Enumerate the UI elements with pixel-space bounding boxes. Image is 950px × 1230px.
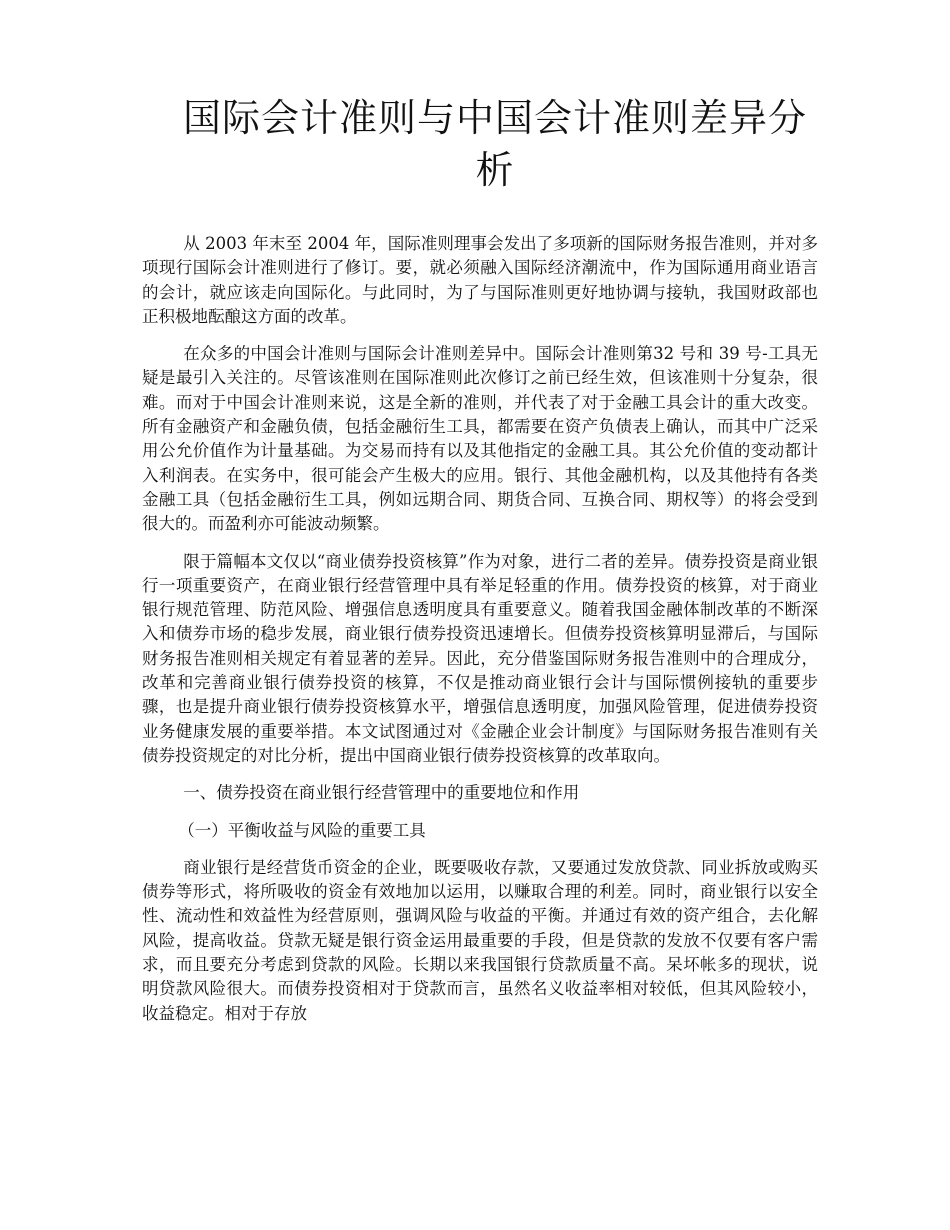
section-heading: 一、债券投资在商业银行经营管理中的重要地位和作用 <box>183 783 580 803</box>
document-title: 国际会计准则与中国会计准则差异分析 <box>182 96 807 192</box>
paragraph-intro: 从 2003 年末至 2004 年，国际准则理事会发出了多项新的国际财务报告准则，并对多项现行国际会计准则进行了修订。要，就必须融入国际经济潮流中，作为国际通用商业语言的会计，就应该走向国际化。与此同时，为了与国际准则更好地协调与接轨，我国财政部也正积极地酝酿这方面的改革。 <box>142 234 818 326</box>
document-body <box>142 232 818 1039</box>
paragraph-standards-difference: 在众多的中国会计准则与国际会计准则差异中。国际会计准则第32 号和 39 号-工具无疑是最引入关注的。尽管该准则在国际准则此次修订之前已经生效，但该准则十分复杂，很难。而对于中国会计准则来说，这是全新的准则，并代表了对于金融工具会计的重大改变。所有金融资产和金融负债，包括金融衍生工具，都需要在资产负债表上确认，而其中广泛采用公允价值作为计量基础。为交易而持有以及其他指定的金融工具。其公允价值的变动都计入利润表。在实务中，很可能会产生极大的应用。银行、其他金融机构，以及其他持有各类金融工具（包括金融衍生工具，例如远期合同、期货合同、互换合同、期权等）的将会受到很大的。而盈利亦可能波动频繁。 <box>142 344 818 534</box>
subsection-heading: （一）平衡收益与风险的重要工具 <box>178 820 426 840</box>
paragraph-bond-investment-scope: 限于篇幅本文仅以“商业债券投资核算”作为对象，进行二者的差异。债券投资是商业银行一项重要资产，在商业银行经营管理中具有举足轻重的作用。债券投资的核算，对于商业银行规范管理、防范风险、增强信息透明度具有重要意义。随着我国金融体制改革的不断深入和债券市场的稳步发展，商业银行债券投资迅速增长。但债券投资核算明显滞后，与国际财务报告准则相关规定有着显著的差异。因此，充分借鉴国际财务报告准则中的合理成分，改革和完善商业银行债券投资的核算，不仅是推动商业银行会计与国际惯例接轨的重要步骤，也是提升商业银行债券投资核算水平，增强信息透明度，加强风险管理，促进债券投资业务健康发展的重要举措。本文试图通过对《金融企业会计制度》与国际财务报告准则有关债券投资规定的对比分析，提出中国商业银行债券投资核算的改革取向。 <box>142 551 818 765</box>
paragraph-commercial-bank: 商业银行是经营货币资金的企业，既要吸收存款，又要通过发放贷款、同业拆放或购买债券等形式，将所吸收的资金有效地加以运用，以赚取合理的利差。同时，商业银行以安全性、流动性和效益性为经营原则，强调风险与收益的平衡。并通过有效的资产组合，去化解风险，提高收益。贷款无疑是银行资金运用最重要的手段，但是贷款的发放不仅要有客户需求，而且要充分考虑到贷款的风险。长期以来我国银行贷款质量不高。呆坏帐多的现状，说明贷款风险很大。而债券投资相对于贷款而言，虽然名义收益率相对较低，但其风险较小，收益稳定。相对于存放 <box>142 857 818 1023</box>
